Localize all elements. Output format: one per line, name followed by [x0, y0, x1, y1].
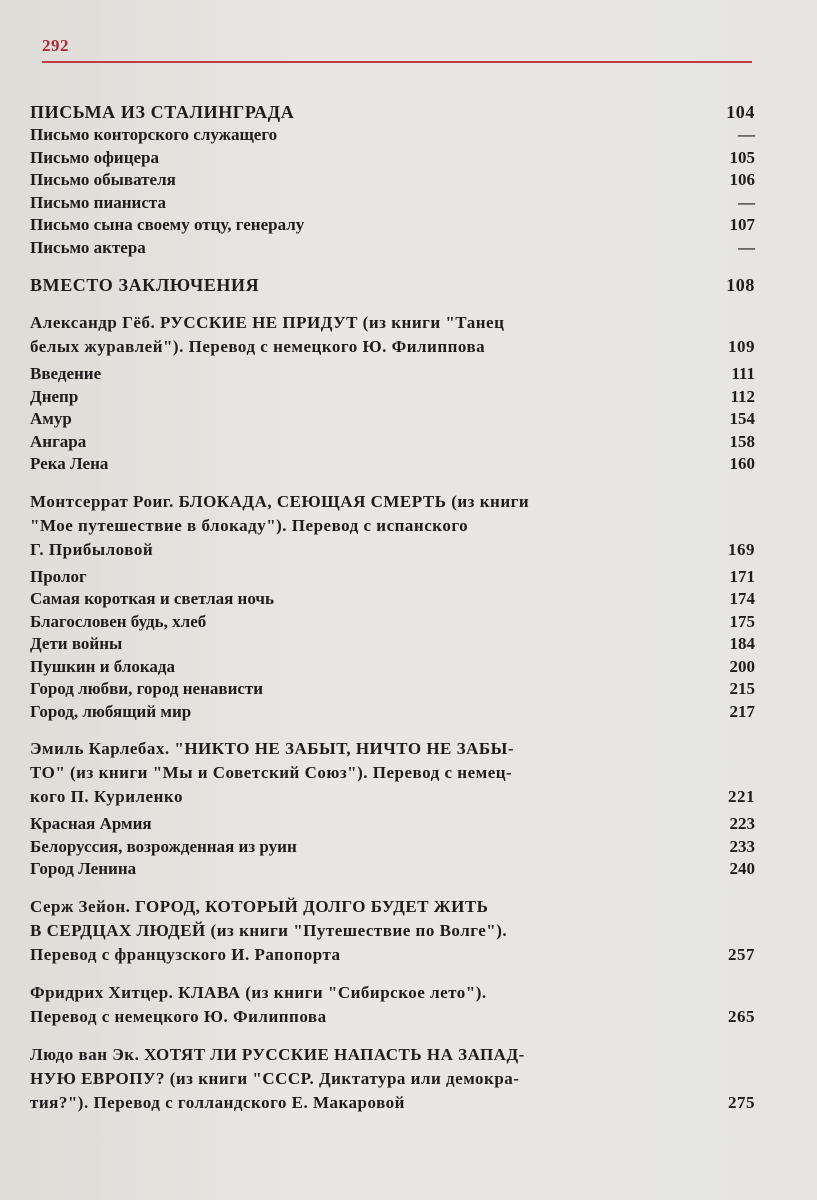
toc-item-page: 154: [729, 409, 755, 428]
toc-item-text: Город Ленина: [30, 859, 137, 878]
toc-item-page: 105: [729, 147, 755, 167]
toc-item-text: Дети войны: [30, 634, 123, 653]
toc-item: [30, 858, 755, 881]
toc-item: [30, 169, 755, 192]
toc-item: [30, 701, 755, 724]
section-page: 104: [726, 102, 755, 122]
entry-heading-line: Монтсеррат Роиг. БЛОКАДА, СЕЮЩАЯ СМЕРТЬ (из книги: [30, 491, 530, 511]
toc-item-page: 106: [729, 170, 755, 189]
toc-item-text: Пролог: [30, 566, 87, 586]
toc-section: [30, 100, 755, 259]
toc-item: [30, 192, 755, 215]
toc-item: [30, 147, 755, 170]
toc-item: [30, 453, 755, 476]
toc-item: [30, 611, 755, 634]
toc-item-text: Ангара: [30, 431, 87, 451]
toc-item: [30, 633, 755, 656]
toc-item: [30, 678, 755, 701]
toc-entry: [30, 311, 755, 476]
toc-item-page: 215: [729, 679, 755, 698]
entry-heading: [30, 490, 755, 562]
toc-item: [30, 363, 755, 386]
toc-item: [30, 431, 755, 454]
toc-item-page: —: [738, 192, 755, 212]
entry-page: 275: [728, 1092, 755, 1112]
toc-section-title: [30, 273, 755, 297]
page-number: 292: [42, 36, 69, 55]
entry-heading-line: Людо ван Эк. ХОТЯТ ЛИ РУССКИЕ НАПАСТЬ НА ЗАПАД-: [30, 1044, 525, 1064]
entry-heading-line: белых журавлей"). Перевод с немецкого Ю. Филиппова: [30, 337, 486, 356]
toc-item: [30, 656, 755, 679]
entry-page: 265: [728, 1006, 755, 1026]
toc-section: [30, 273, 755, 297]
toc-item-text: Река Лена: [30, 454, 109, 473]
toc-item-page: 107: [729, 215, 755, 234]
section-title-text: ПИСЬМА ИЗ СТАЛИНГРАДА: [30, 102, 295, 122]
toc-item-text: Красная Армия: [30, 814, 152, 833]
toc-item-page: 111: [731, 364, 755, 383]
entry-page: 257: [728, 944, 755, 964]
toc-item-page: 158: [729, 431, 755, 451]
entry-heading: [30, 895, 755, 967]
entry-heading: [30, 981, 755, 1029]
entry-heading: [30, 311, 755, 359]
entry-page: 169: [728, 539, 755, 559]
entry-heading-line: ТО" (из книги "Мы и Советский Союз"). Перевод с немец-: [30, 763, 513, 782]
toc-entry: [30, 981, 755, 1029]
toc-item-page: 240: [729, 859, 755, 878]
toc-item-text: Письмо пианиста: [30, 192, 166, 212]
entry-heading-line: В СЕРДЦАХ ЛЮДЕЙ (из книги "Путешествие по Волге").: [30, 920, 508, 940]
toc-item-text: Письмо сына своему отцу, генералу: [30, 215, 305, 234]
toc-item: [30, 124, 755, 147]
entry-heading-line: кого П. Куриленко: [30, 787, 183, 806]
table-of-contents: [30, 100, 755, 1129]
toc-item-page: 160: [729, 454, 755, 473]
toc-item-text: Письмо актера: [30, 237, 146, 257]
toc-item: [30, 386, 755, 409]
toc-item-page: 174: [729, 589, 755, 608]
entry-heading-line: Фридрих Хитцер. КЛАВА (из книги "Сибирское лето").: [30, 982, 487, 1002]
toc-item-page: —: [738, 237, 755, 257]
toc-item-text: Город, любящий мир: [30, 701, 192, 721]
toc-item: [30, 836, 755, 859]
entry-heading-line: Серж Зейон. ГОРОД, КОТОРЫЙ ДОЛГО БУДЕТ ЖИТЬ: [30, 896, 489, 916]
section-title-text: ВМЕСТО ЗАКЛЮЧЕНИЯ: [30, 275, 260, 295]
toc-item: [30, 237, 755, 260]
entry-heading-line: Перевод с французского И. Рапопорта: [30, 944, 341, 964]
entry-heading-line: Г. Прибыловой: [30, 539, 154, 559]
entry-heading-line: "Мое путешествие в блокаду"). Перевод с испанского: [30, 515, 469, 535]
toc-item-page: 233: [729, 836, 755, 856]
toc-item-text: Белоруссия, возрожденная из руин: [30, 836, 297, 856]
toc-item-text: Письмо обывателя: [30, 170, 176, 189]
toc-item-page: —: [738, 125, 755, 144]
section-page: 108: [726, 275, 755, 295]
toc-item-page: 171: [729, 566, 755, 586]
toc-item-text: Введение: [30, 364, 102, 383]
toc-item: [30, 214, 755, 237]
header-rule: [42, 61, 752, 63]
entry-heading-line: НУЮ ЕВРОПУ? (из книги "СССР. Диктатура или демокра-: [30, 1068, 520, 1088]
entry-page: 221: [728, 787, 755, 806]
toc-item: [30, 813, 755, 836]
toc-item-text: Самая короткая и светлая ночь: [30, 589, 274, 608]
toc-item-page: 175: [729, 611, 755, 631]
toc-entry: [30, 737, 755, 881]
toc-item-text: Днепр: [30, 386, 79, 406]
entry-heading-line: Перевод с немецкого Ю. Филиппова: [30, 1006, 327, 1026]
entry-heading: [30, 737, 755, 809]
toc-item: [30, 408, 755, 431]
toc-section-title: [30, 100, 755, 124]
toc-item-text: Город любви, город ненависти: [30, 679, 264, 698]
toc-item-text: Амур: [30, 409, 72, 428]
toc-item-page: 184: [729, 634, 755, 653]
toc-item-page: 217: [729, 701, 755, 721]
toc-entry: [30, 490, 755, 724]
entry-heading-line: тия?"). Перевод с голландского Е. Макаровой: [30, 1092, 405, 1112]
toc-item-text: Благословен будь, хлеб: [30, 611, 207, 631]
toc-item-text: Письмо конторского служащего: [30, 125, 278, 144]
toc-item-text: Пушкин и блокада: [30, 656, 176, 676]
toc-item-page: 200: [729, 656, 755, 676]
toc-entry: [30, 1043, 755, 1115]
toc-item: [30, 566, 755, 589]
toc-entry: [30, 895, 755, 967]
toc-item-page: 112: [730, 386, 755, 406]
entry-heading-line: Эмиль Карлебах. "НИКТО НЕ ЗАБЫТ, НИЧТО НЕ ЗАБЫ-: [30, 739, 514, 758]
entry-heading: [30, 1043, 755, 1115]
toc-item-page: 223: [729, 814, 755, 833]
toc-item: [30, 588, 755, 611]
entry-heading-line: Александр Гёб. РУССКИЕ НЕ ПРИДУТ (из книги "Танец: [30, 313, 505, 332]
entry-page: 109: [728, 337, 755, 356]
toc-item-text: Письмо офицера: [30, 147, 160, 167]
